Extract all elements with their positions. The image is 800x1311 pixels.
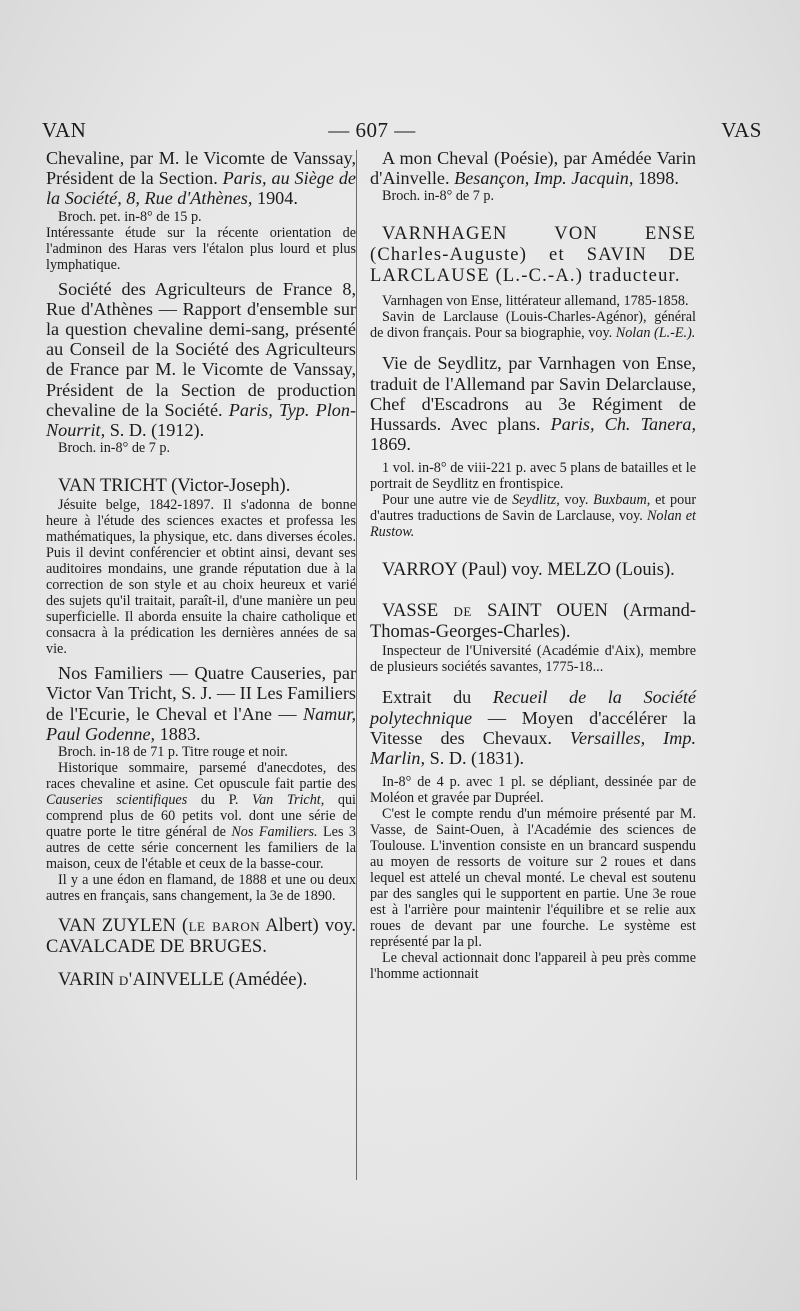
cross-reference: Albert) voy. CAVALCADE DE BRUGES. <box>46 916 356 958</box>
cross-reference: Nolan (L.-E.). <box>615 325 696 342</box>
entry-format: In-8° de 4 p. avec 1 pl. se dépliant, dessinée par de Moléon et gravée par Dupréel. <box>370 774 696 807</box>
entry-imprint: Namur, Paul Godenne, <box>46 703 356 744</box>
entry-imprint: Paris, Typ. Plon-Nourrit, <box>46 399 357 441</box>
entry-year: S. D. (1912). <box>109 420 205 441</box>
entry-title: Extrait du <box>382 687 472 708</box>
entry-format: 1 vol. in-8° de viii-221 p. avec 5 plans de batailles et le portrait de Seydlitz en frontispice. <box>370 460 696 493</box>
entry-text <box>46 279 356 441</box>
entry-year: 1883. <box>159 723 201 744</box>
entry-format: Broch. in-8° de 7 p. <box>58 440 171 457</box>
cross-reference: Buxbaum, <box>593 492 651 509</box>
entry-year: 1904. <box>256 188 298 209</box>
note-text: qui comprend plus de 60 petits vol. dont une série de quatre porte le titre général de <box>46 792 356 841</box>
entry-format: Broch. pet. in-8° de 15 p. <box>58 208 202 225</box>
author-name: VARIN <box>58 970 115 991</box>
author-title: (le baron <box>181 916 261 937</box>
author-biography: Varnhagen von Ense, littérateur allemand, 1785-1858. <box>382 293 689 310</box>
note-text: Historique sommaire, parsemé d'anecdotes, des races chevaline et asine. Cet opuscule fait partie des <box>46 760 356 793</box>
entry-format: Broch. in-8° de 7 p. <box>382 188 495 205</box>
author-heading <box>370 601 696 643</box>
entry-note <box>46 760 356 872</box>
note-text: Pour une autre vie de <box>382 492 508 509</box>
entry-year: 1869. <box>370 434 411 455</box>
author-biography: Jésuite belge, 1842-1897. Il s'adonna de bonne heure à l'étude des sciences exactes et professa les mathématiques, la physique, etc. dans diverses écoles. Puis il devint conférencier et obtint ainsi, devant ses auditoires mondains, une grande réputation due à la correction de son style et au choix heureux et varié des sujets qu'il traitait, paraît-il, d'une manière un peu superficielle. Il aborda ensuite la chaire catholique et consacra à la prédication les dernières années de sa vie. <box>46 497 356 658</box>
column-divider <box>356 150 357 1180</box>
author-biography: Inspecteur de l'Université (Académie d'Aix), membre de plusieurs sociétés savantes, 1775-18... <box>370 643 696 676</box>
author-name: VAN ZUYLEN <box>58 916 176 937</box>
entry-title: A mon Cheval (Poésie), par Amédée Varin d'Ainvelle. <box>370 148 696 189</box>
entry-series: Recueil de la Société polytechnique <box>370 687 696 728</box>
note-text: et pour d'autres traductions de Savin de Larclause, voy. <box>370 492 697 525</box>
entry-text <box>46 663 356 744</box>
entry-year: 1898. <box>637 168 679 189</box>
note-name: Van Tricht, <box>252 792 325 809</box>
right-column <box>370 148 696 982</box>
author-heading: VAN TRICHT (Victor-Joseph). <box>58 476 291 497</box>
header-right-keyword: VAS <box>721 118 762 142</box>
entry-imprint: Paris, au Siège de la Société, 8, Rue d'Athènes, <box>46 168 356 209</box>
author-heading <box>46 916 356 958</box>
author-biography <box>370 309 696 341</box>
entry-note: Intéressante étude sur la récente orientation de l'adminon des Haras vers l'étalon plus lourd et plus lymphatique. <box>46 224 356 273</box>
author-particle: de <box>453 601 472 622</box>
entry-title: Vie de Seydlitz, par Varnhagen von Ense, traduit de l'Allemand par Savin Delarclause, Chef d'Escadrons au 3e Régiment de Hussards. Avec plans. <box>370 353 696 435</box>
author-name: SAINT OUEN (Armand-Thomas-Georges-Charles). <box>370 601 697 643</box>
note-title: Nos Familiers. <box>231 824 318 841</box>
author-name: VASSE <box>382 601 439 622</box>
entry-title: Société des Agriculteurs de France 8, Rue d'Athènes — Rapport d'ensemble sur la question chevaline demi-sang, présenté au Conseil de la Société des Agriculteurs de France par M. le Vicomte de Vanssay, Président de la Section de production chevaline de la Société. <box>46 278 356 420</box>
note-title: Causeries scientifiques <box>46 792 188 809</box>
cross-reference: Nolan et Rustow. <box>370 508 696 541</box>
header-left-keyword: VAN <box>42 118 87 142</box>
entry-title: — Moyen d'accélérer la Vitesse des Chevaux. <box>370 707 697 748</box>
entry-text <box>46 148 356 209</box>
page-header <box>42 118 762 148</box>
author-heading: VARROY (Paul) voy. MELZO (Louis). <box>382 560 675 581</box>
entry-imprint: Paris, Ch. Tanera, <box>550 414 697 435</box>
entry-year: S. D. (1831). <box>429 748 525 769</box>
entry-text <box>370 148 696 188</box>
entry-format: Broch. in-18 de 71 p. Titre rouge et noir. <box>58 744 288 761</box>
note-text: Les 3 autres de cette série concernent les familiers de la maison, ceux de l'étable et ceux de la basse-cour. <box>46 824 356 873</box>
entry-note: C'est le compte rendu d'un mémoire présenté par M. Vasse, de Saint-Ouen, à l'Académie des sciences de Toulouse. L'invention consiste en un brancard suspendu au moyen de ressorts de voiture sur 2 roues et dans lequel est attelé un cheval monté. Le cheval est soutenu par des sangles qui le supportent en partie. Une 3e roue est à l'arrière pour maintenir l'équilibre et se relie aux roues de devant par une fourche. Le système est représenté par la pl. <box>370 806 696 951</box>
entry-text <box>370 353 696 454</box>
cross-reference: Seydlitz, <box>512 492 560 509</box>
left-column <box>46 148 356 991</box>
entry-imprint: Versailles, Imp. Marlin, <box>370 727 696 769</box>
author-heading: VARNHAGEN VON ENSE (Charles-Auguste) et SAVIN DE LARCLAUSE (L.-C.-A.) traducteur. <box>370 224 696 287</box>
entry-note <box>370 492 696 540</box>
entry-title: Chevaline, par M. le Vicomte de Vanssay, Président de la Section. <box>46 148 356 189</box>
note-text: du P. <box>200 792 239 809</box>
entry-note: Le cheval actionnait donc l'appareil à peu près comme l'homme actionnait <box>370 950 696 983</box>
page-number: — 607 — <box>328 118 416 142</box>
entry-title: Nos Familiers — Quatre Causeries, par Victor Van Tricht, S. J. — II Les Familiers de l'Ecurie, le Cheval et l'Ane — <box>46 663 356 724</box>
note-text: Savin de Larclause (Louis-Charles-Agénor), général de divon français. Pour sa biographie, voy. <box>370 309 696 342</box>
note-text: voy. <box>564 492 589 509</box>
author-particle: d' <box>118 970 133 991</box>
entry-imprint: Besançon, Imp. Jacquin, <box>454 168 634 189</box>
entry-text <box>370 687 696 768</box>
entry-note: Il y a une édon en flamand, de 1888 et une ou deux autres en français, sans changement, la 3e de 1890. <box>46 872 356 905</box>
author-name: AINVELLE (Amédée). <box>132 970 308 991</box>
author-heading <box>46 970 356 991</box>
